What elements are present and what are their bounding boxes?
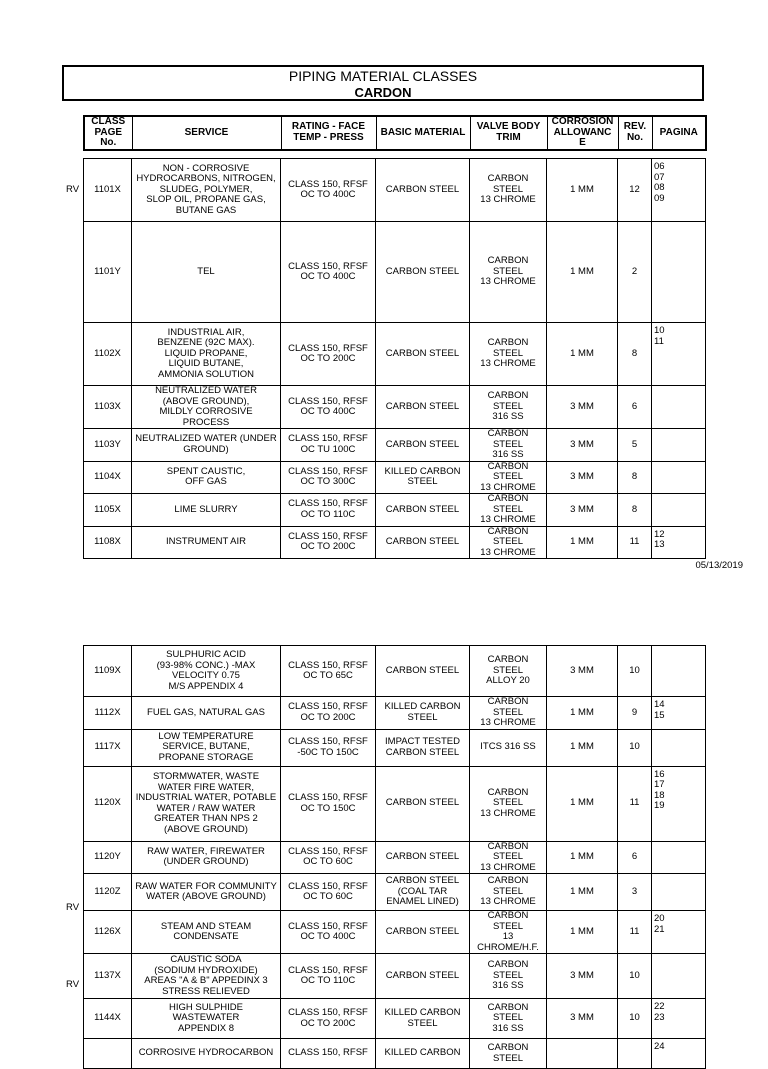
rating-cell: CLASS 150, RFSF OC TO 110C: [281, 954, 376, 999]
service-cell: NON - CORROSIVE HYDROCARBONS, NITROGEN, SLUDEG, POLYMER, SLOP OIL, PROPANE GAS, BUTANE GAS: [132, 159, 281, 222]
rev-cell: [618, 1039, 652, 1069]
pagina-cell: 22 23: [652, 999, 706, 1039]
service-cell: RAW WATER, FIREWATER (UNDER GROUND): [132, 841, 281, 874]
corrosion-cell: 1 MM: [547, 766, 618, 841]
service-cell: NEUTRALIZED WATER (UNDER GROUND): [132, 429, 281, 462]
pagina-cell: 20 21: [652, 911, 706, 954]
header-rev: REV. No.: [618, 116, 652, 150]
table-row: [84, 911, 706, 954]
header-basic-material: BASIC MATERIAL: [376, 116, 470, 150]
rating-cell: CLASS 150, RFSF OC TO 400C: [281, 222, 376, 323]
table-row: [84, 841, 706, 874]
table-row: [84, 1039, 706, 1069]
corrosion-cell: 1 MM: [547, 841, 618, 874]
service-cell: FUEL GAS, NATURAL GAS: [132, 697, 281, 730]
service-cell: CAUSTIC SODA (SODIUM HYDROXIDE) AREAS "A & B" APPEDINX 3 STRESS RELIEVED: [132, 954, 281, 999]
table-row: [84, 697, 706, 730]
pagina-cell: 06 07 08 09: [652, 159, 706, 222]
pagina-cell: [652, 222, 706, 323]
class-cell: 1104X: [84, 461, 132, 494]
rating-cell: CLASS 150, RFSF OC TO 110C: [281, 494, 376, 527]
header-rating: RATING - FACE TEMP - PRESS: [281, 116, 376, 150]
valve-cell: CARBON STEEL 13 CHROME: [470, 526, 547, 559]
corrosion-cell: 1 MM: [547, 697, 618, 730]
table-row: [84, 729, 706, 766]
corrosion-cell: 3 MM: [547, 646, 618, 697]
rating-cell: CLASS 150, RFSF OC TO 150C: [281, 766, 376, 841]
title-box: [62, 65, 704, 101]
rev-cell: 10: [618, 729, 652, 766]
rev-cell: 8: [618, 494, 652, 527]
valve-cell: CARBON STEEL 316 SS: [470, 999, 547, 1039]
pagina-cell: [652, 386, 706, 429]
rating-cell: CLASS 150, RFSF OC TO 65C: [281, 646, 376, 697]
corrosion-cell: 1 MM: [547, 911, 618, 954]
valve-cell: CARBON STEEL ALLOY 20: [470, 646, 547, 697]
pagina-cell: 10 11: [652, 323, 706, 386]
rating-cell: CLASS 150, RFSF OC TO 200C: [281, 526, 376, 559]
material-cell: CARBON STEEL: [376, 646, 470, 697]
corrosion-cell: 1 MM: [547, 874, 618, 911]
rev-cell: 8: [618, 461, 652, 494]
rev-cell: 10: [618, 999, 652, 1039]
rev-cell: 11: [618, 766, 652, 841]
class-cell: [84, 1039, 132, 1069]
material-cell: KILLED CARBON STEEL: [376, 999, 470, 1039]
corrosion-cell: 1 MM: [547, 159, 618, 222]
rating-cell: CLASS 150, RFSF OC TO 400C: [281, 386, 376, 429]
class-cell: 1108X: [84, 526, 132, 559]
material-cell: CARBON STEEL: [376, 386, 470, 429]
valve-cell: CARBON STEEL 13 CHROME: [470, 874, 547, 911]
corrosion-cell: 3 MM: [547, 954, 618, 999]
rating-cell: CLASS 150, RFSF: [281, 1039, 376, 1069]
material-cell: CARBON STEEL: [376, 429, 470, 462]
valve-cell: CARBON STEEL 316 SS: [470, 954, 547, 999]
material-cell: CARBON STEEL: [376, 841, 470, 874]
table-row: [84, 954, 706, 999]
valve-cell: CARBON STEEL 13 CHROME: [470, 222, 547, 323]
material-cell: CARBON STEEL: [376, 159, 470, 222]
service-cell: NEUTRALIZED WATER (ABOVE GROUND), MILDLY CORROSIVE PROCESS: [132, 386, 281, 429]
material-cell: CARBON STEEL (COAL TAR ENAMEL LINED): [376, 874, 470, 911]
service-cell: STORMWATER, WASTE WATER FIRE WATER, INDUSTRIAL WATER, POTABLE WATER / RAW WATER GREATER THAN NPS 2 (ABOVE GROUND): [132, 766, 281, 841]
service-cell: SULPHURIC ACID (93-98% CONC.) -MAX VELOCITY 0.75 M/S APPENDIX 4: [132, 646, 281, 697]
pagina-cell: 12 13: [652, 526, 706, 559]
valve-cell: CARBON STEEL: [470, 1039, 547, 1069]
pagina-cell: [652, 461, 706, 494]
material-cell: KILLED CARBON STEEL: [376, 461, 470, 494]
rev-cell: 8: [618, 323, 652, 386]
rating-cell: CLASS 150, RFSF OC TO 200C: [281, 697, 376, 730]
pagina-cell: [652, 874, 706, 911]
table-row: [84, 494, 706, 527]
header-valve-body: VALVE BODY TRIM: [470, 116, 547, 150]
service-cell: RAW WATER FOR COMMUNITY WATER (ABOVE GROUND): [132, 874, 281, 911]
page-subtitle: CARDON: [354, 85, 412, 100]
service-cell: STEAM AND STEAM CONDENSATE: [132, 911, 281, 954]
revision-marker: RV: [66, 979, 80, 990]
rev-cell: 10: [618, 954, 652, 999]
material-cell: CARBON STEEL: [376, 911, 470, 954]
class-cell: 1103Y: [84, 429, 132, 462]
class-cell: 1120Y: [84, 841, 132, 874]
material-cell: CARBON STEEL: [376, 494, 470, 527]
material-cell: CARBON STEEL: [376, 323, 470, 386]
corrosion-cell: [547, 1039, 618, 1069]
class-cell: 1112X: [84, 697, 132, 730]
rev-cell: 2: [618, 222, 652, 323]
pagina-cell: [652, 429, 706, 462]
rating-cell: CLASS 150, RFSF OC TO 60C: [281, 874, 376, 911]
header-class-page: CLASS PAGE No.: [84, 116, 132, 150]
table-row: [84, 526, 706, 559]
table-row: [84, 646, 706, 697]
valve-cell: CARBON STEEL 13 CHROME/H.F.: [470, 911, 547, 954]
rev-cell: 11: [618, 526, 652, 559]
rating-cell: CLASS 150, RFSF OC TO 400C: [281, 159, 376, 222]
pagina-cell: 24: [652, 1039, 706, 1069]
corrosion-cell: 3 MM: [547, 494, 618, 527]
service-cell: INDUSTRIAL AIR, BENZENE (92C MAX). LIQUID PROPANE, LIQUID BUTANE, AMMONIA SOLUTION: [132, 323, 281, 386]
pagina-cell: [652, 494, 706, 527]
service-cell: SPENT CAUSTIC, OFF GAS: [132, 461, 281, 494]
material-cell: CARBON STEEL: [376, 766, 470, 841]
revision-marker: RV: [66, 902, 80, 913]
rating-cell: CLASS 150, RFSF OC TU 100C: [281, 429, 376, 462]
class-cell: 1137X: [84, 954, 132, 999]
material-cell: KILLED CARBON STEEL: [376, 697, 470, 730]
pagina-cell: 14 15: [652, 697, 706, 730]
corrosion-cell: 1 MM: [547, 729, 618, 766]
valve-cell: ITCS 316 SS: [470, 729, 547, 766]
class-cell: 1126X: [84, 911, 132, 954]
header-service: SERVICE: [132, 116, 281, 150]
header-corrosion: CORROSION ALLOWANC E: [547, 116, 618, 150]
corrosion-cell: 3 MM: [547, 461, 618, 494]
class-cell: 1117X: [84, 729, 132, 766]
pagina-cell: 16 17 18 19: [652, 766, 706, 841]
material-cell: KILLED CARBON: [376, 1039, 470, 1069]
service-cell: TEL: [132, 222, 281, 323]
class-cell: 1105X: [84, 494, 132, 527]
pagina-cell: [652, 729, 706, 766]
valve-cell: CARBON STEEL 316 SS: [470, 386, 547, 429]
table-row: [84, 999, 706, 1039]
revision-marker: RV: [66, 183, 80, 195]
service-cell: LIME SLURRY: [132, 494, 281, 527]
class-cell: 1144X: [84, 999, 132, 1039]
table-row: [84, 874, 706, 911]
rating-cell: CLASS 150, RFSF -50C TO 150C: [281, 729, 376, 766]
corrosion-cell: 3 MM: [547, 386, 618, 429]
material-table-2: [83, 645, 706, 1069]
corrosion-cell: 1 MM: [547, 526, 618, 559]
material-cell: CARBON STEEL: [376, 954, 470, 999]
corrosion-cell: 1 MM: [547, 323, 618, 386]
table-row: [84, 386, 706, 429]
class-cell: 1109X: [84, 646, 132, 697]
class-cell: 1120X: [84, 766, 132, 841]
corrosion-cell: 1 MM: [547, 222, 618, 323]
valve-cell: CARBON STEEL 13 CHROME: [470, 159, 547, 222]
service-cell: HIGH SULPHIDE WASTEWATER APPENDIX 8: [132, 999, 281, 1039]
rev-cell: 9: [618, 697, 652, 730]
table-row: [84, 461, 706, 494]
pagina-cell: [652, 646, 706, 697]
rating-cell: CLASS 150, RFSF OC TO 200C: [281, 323, 376, 386]
rev-cell: 12: [618, 159, 652, 222]
corrosion-cell: 3 MM: [547, 429, 618, 462]
date-stamp: 05/13/2019: [695, 560, 743, 571]
pagina-cell: [652, 954, 706, 999]
rev-cell: 3: [618, 874, 652, 911]
material-cell: CARBON STEEL: [376, 526, 470, 559]
rev-cell: 6: [618, 841, 652, 874]
service-cell: CORROSIVE HYDROCARBON: [132, 1039, 281, 1069]
class-cell: 1120Z: [84, 874, 132, 911]
valve-cell: CARBON STEEL 13 CHROME: [470, 766, 547, 841]
class-cell: 1101X: [84, 159, 132, 222]
service-cell: LOW TEMPERATURE SERVICE, BUTANE, PROPANE STORAGE: [132, 729, 281, 766]
service-cell: INSTRUMENT AIR: [132, 526, 281, 559]
rev-cell: 10: [618, 646, 652, 697]
material-table-1: [83, 158, 706, 559]
table-row: [84, 323, 706, 386]
class-cell: 1102X: [84, 323, 132, 386]
header-pagina: PAGINA: [652, 116, 706, 150]
table-row: [84, 159, 706, 222]
class-cell: 1103X: [84, 386, 132, 429]
class-cell: 1101Y: [84, 222, 132, 323]
rev-cell: 11: [618, 911, 652, 954]
valve-cell: CARBON STEEL 13 CHROME: [470, 697, 547, 730]
rating-cell: CLASS 150, RFSF OC TO 400C: [281, 911, 376, 954]
rev-cell: 5: [618, 429, 652, 462]
material-cell: IMPACT TESTED CARBON STEEL: [376, 729, 470, 766]
material-cell: CARBON STEEL: [376, 222, 470, 323]
valve-cell: CARBON STEEL 13 CHROME: [470, 841, 547, 874]
corrosion-cell: 3 MM: [547, 999, 618, 1039]
rating-cell: CLASS 150, RFSF OC TO 300C: [281, 461, 376, 494]
rev-cell: 6: [618, 386, 652, 429]
page-title: PIPING MATERIAL CLASSES: [288, 68, 478, 84]
rating-cell: CLASS 150, RFSF OC TO 60C: [281, 841, 376, 874]
header-table: [83, 115, 707, 151]
valve-cell: CARBON STEEL 13 CHROME: [470, 323, 547, 386]
valve-cell: CARBON STEEL 316 SS: [470, 429, 547, 462]
table-row: [84, 766, 706, 841]
valve-cell: CARBON STEEL 13 CHROME: [470, 461, 547, 494]
valve-cell: CARBON STEEL 13 CHROME: [470, 494, 547, 527]
pagina-cell: [652, 841, 706, 874]
rating-cell: CLASS 150, RFSF OC TO 200C: [281, 999, 376, 1039]
table-row: [84, 222, 706, 323]
table-row: [84, 429, 706, 462]
